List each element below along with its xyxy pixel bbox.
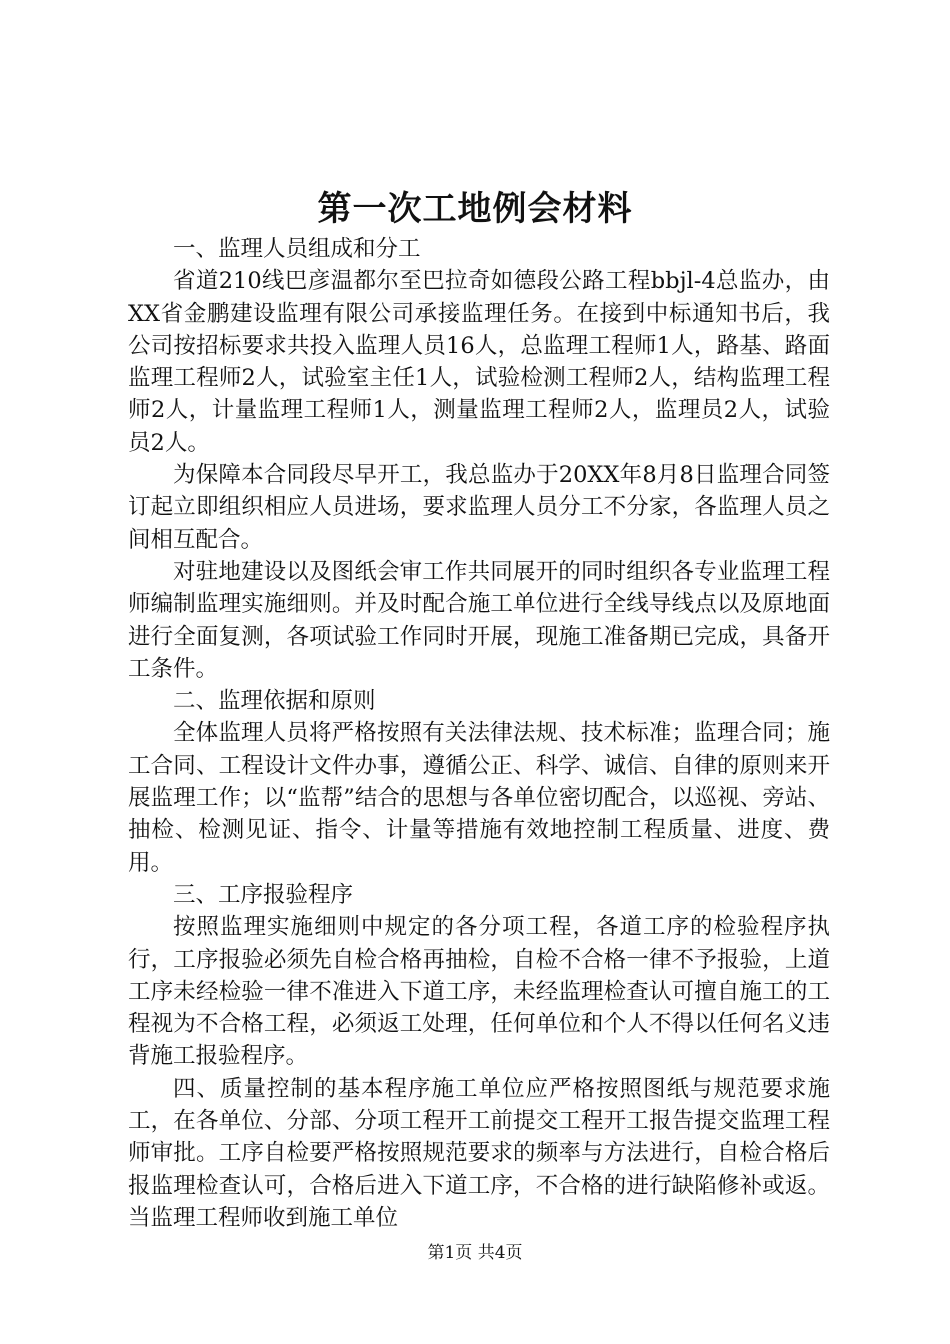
page-number-footer: 第1页 共4页 — [427, 1243, 523, 1263]
section-heading: 三、工序报验程序 — [173, 881, 354, 908]
paragraph: 省道210线巴彦温都尔至巴拉奇如德段公路工程bbjl-4总监办，由XX省金鹏建设监理有限公司承接监理任务。在接到中标通知书后，我公司按招标要求共投入监理人员16人，总监理工程师1人，路基、路面监理工程师2人，试验室主任1人，试验检测工程师2人，结构监理工程师2人，计量监理工程师1人，测量监理工程师2人，监理员2人，试验员2人。 — [128, 268, 830, 456]
page-title: 第一次工地例会材料 — [317, 189, 633, 229]
paragraph: 四、质量控制的基本程序施工单位应严格按照图纸与规范要求施工，在各单位、分部、分项工程开工前提交工程开工报告提交监理工程师审批。工序自检要严格按照规范要求的频率与方法进行，自检合格后报监理检查认可，合格后进入下道工序，不合格的进行缺陷修补或返。当监理工程师收到施工单位 — [128, 1075, 830, 1231]
paragraph: 全体监理人员将严格按照有关法律法规、技术标准；监理合同；施工合同、工程设计文件办事，遵循公正、科学、诚信、自律的原则来开展监理工作；以“监帮”结合的思想与各单位密切配合，以巡视、旁站、抽检、检测见证、指令、计量等措施有效地控制工程质量、进度、费用。 — [128, 720, 830, 876]
section-heading: 二、监理依据和原则 — [173, 688, 376, 715]
document-body — [128, 233, 830, 1234]
paragraph: 对驻地建设以及图纸会审工作共同展开的同时组织各专业监理工程师编制监理实施细则。并及时配合施工单位进行全线导线点以及原地面进行全面复测，各项试验工作同时开展，现施工准备期已完成，具备开工条件。 — [128, 558, 830, 682]
paragraph: 按照监理实施细则中规定的各分项工程，各道工序的检验程序执行，工序报验必须先自检合格再抽检，自检不合格一律不予报验，上道工序未经检验一律不准进入下道工序，未经监理检查认可擅自施工的工程视为不合格工程，必须返工处理，任何单位和个人不得以任何名义违背施工报验程序。 — [128, 914, 830, 1070]
section-heading: 一、监理人员组成和分工 — [173, 236, 421, 262]
paragraph: 为保障本合同段尽早开工，我总监办于20XX年8月8日监理合同签订起立即组织相应人员进场，要求监理人员分工不分家，各监理人员之间相互配合。 — [128, 462, 830, 553]
